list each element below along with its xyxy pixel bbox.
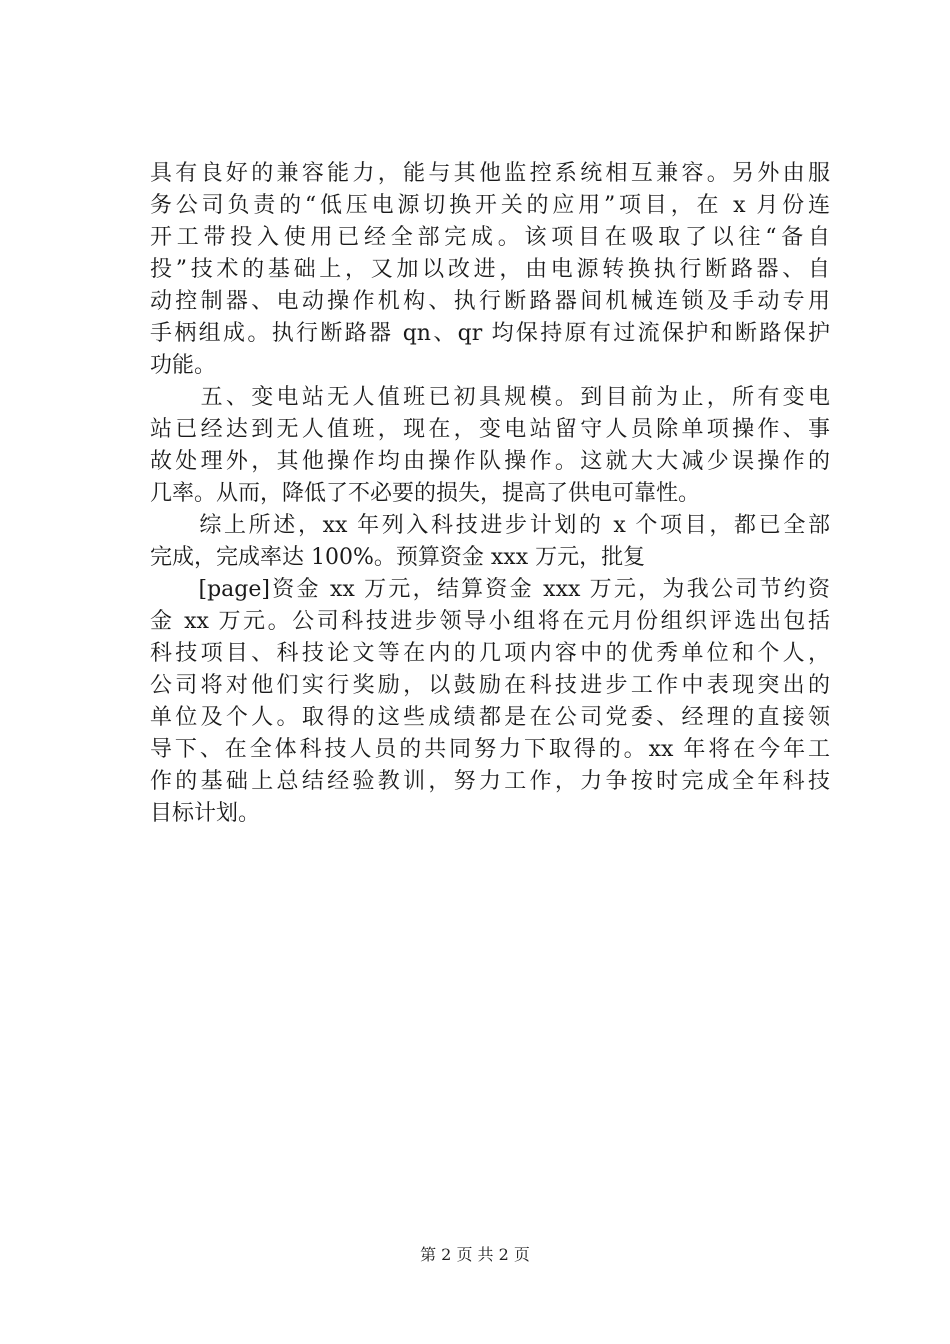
text-line: 单位及个人。取得的这些成绩都是在公司党委、经理的直接领 [150, 705, 830, 730]
page-footer: 第 2 页 共 2 页 [420, 1245, 530, 1264]
text-line: 公司将对他们实行奖励，以鼓励在科技进步工作中表现突出的 [150, 673, 830, 698]
text-line: 故处理外，其他操作均由操作队操作。这就大大减少误操作的 [150, 449, 830, 474]
text-line: 五、变电站无人值班已初具规模。到目前为止，所有变电 [150, 385, 830, 410]
text-line: 金 xx 万元。公司科技进步领导小组将在元月份组织评选出包括 [150, 609, 830, 634]
text-line: 目标计划。 [150, 801, 261, 826]
text-line: 完成，完成率达 100%。预算资金 xxx 万元，批复 [150, 545, 646, 570]
text-line: 导下、在全体科技人员的共同努力下取得的。xx 年将在今年工 [150, 737, 830, 762]
text-line: [page]资金 xx 万元，结算资金 xxx 万元，为我公司节约资 [150, 577, 830, 602]
text-line: 动控制器、电动操作机构、执行断路器间机械连锁及手动专用 [150, 289, 830, 314]
text-line: 务公司负责的“低压电源切换开关的应用”项目，在 x 月份连 [150, 193, 830, 218]
text-line: 作的基础上总结经验教训，努力工作，力争按时完成全年科技 [150, 769, 830, 794]
text-line: 开工带投入使用已经全部完成。该项目在吸取了以往“备自 [150, 225, 830, 250]
text-line: 综上所述，xx 年列入科技进步计划的 x 个项目，都已全部 [150, 513, 830, 538]
text-line: 几率。从而，降低了不必要的损失，提高了供电可靠性。 [150, 481, 701, 506]
text-line: 科技项目、科技论文等在内的几项内容中的优秀单位和个人， [150, 641, 830, 666]
document-body [150, 158, 830, 830]
text-line: 站已经达到无人值班，现在，变电站留守人员除单项操作、事 [150, 417, 830, 442]
text-line: 投”技术的基础上，又加以改进，由电源转换执行断路器、自 [150, 257, 830, 282]
text-line: 功能。 [150, 353, 217, 378]
text-line: 具有良好的兼容能力，能与其他监控系统相互兼容。另外由服 [150, 161, 830, 186]
text-line: 手柄组成。执行断路器 qn、qr 均保持原有过流保护和断路保护 [150, 321, 830, 346]
